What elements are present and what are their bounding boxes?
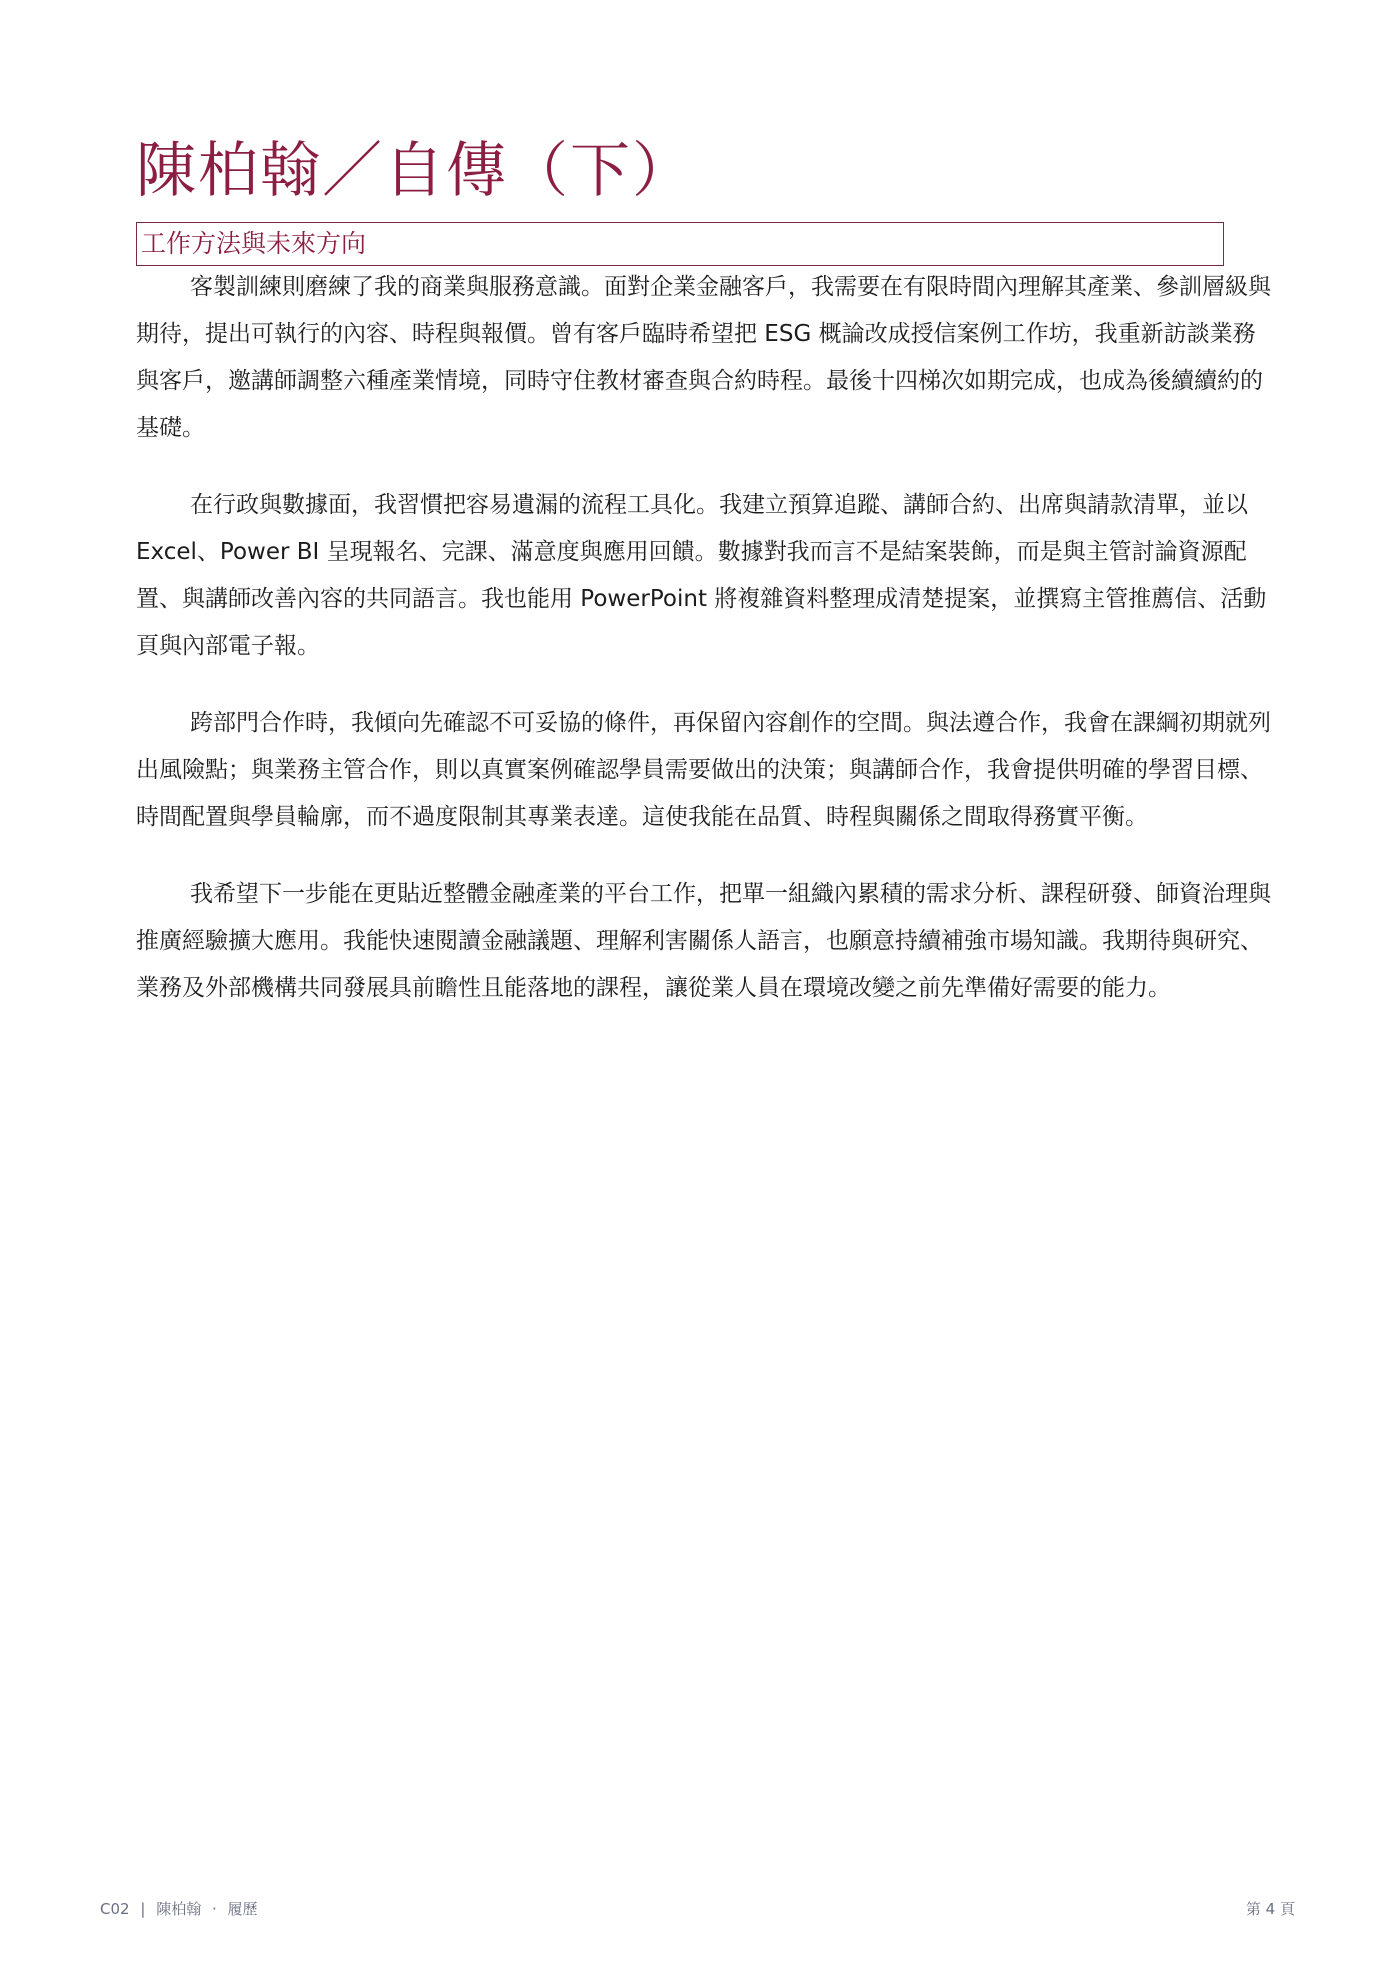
body-text [136,264,1273,1042]
footer-separator: | [140,1900,146,1918]
footer-code: C02 [100,1900,130,1918]
paragraph: 跨部門合作時，我傾向先確認不可妥協的條件，再保留內容創作的空間。與法遵合作，我會在課綱初期就列出風險點；與業務主管合作，則以真實案例確認學員需要做出的決策；與講師合作，我會提供明確的學習目標、時間配置與學員輪廓，而不過度限制其專業表達。這使我能在品質、時程與關係之間取得務實平衡。 [136,710,1271,830]
footer-name: 陳柏翰 [156,1900,202,1918]
footer-doc-type: 履歷 [227,1900,258,1918]
paragraph: 我希望下一步能在更貼近整體金融產業的平台工作，把單一組織內累積的需求分析、課程研發、師資治理與推廣經驗擴大應用。我能快速閱讀金融議題、理解利害關係人語言，也願意持續補強市場知識。我期待與研究、業務及外部機構共同發展具前瞻性且能落地的課程，讓從業人員在環境改變之前先準備好需要的能力。 [136,881,1271,1001]
page-number: 第 4 頁 [1245,1900,1295,1918]
paragraph: 客製訓練則磨練了我的商業與服務意識。面對企業金融客戶，我需要在有限時間內理解其產業、參訓層級與期待，提出可執行的內容、時程與報價。曾有客戶臨時希望把 ESG 概論改成授信案例工作坊，我重新訪談業務與客戶，邀講師調整六種產業情境，同時守住教材審查與合約時程。最後十四梯次如期完成，也成為後續續約的基礎。 [136,274,1271,441]
page-title: 陳柏翰／自傳（下） [136,136,694,206]
footer-dot: · [211,1900,217,1918]
paragraph: 在行政與數據面，我習慣把容易遺漏的流程工具化。我建立預算追蹤、講師合約、出席與請款清單，並以 Excel、Power BI 呈現報名、完課、滿意度與應用回饋。數據對我而言不是結案裝飾，而是與主管討論資源配置、與講師改善內容的共同語言。我也能用 PowerPoint 將複雜資料整理成清楚提案，並撰寫主管推薦信、活動頁與內部電子報。 [136,492,1267,659]
footer-left [100,1898,258,1919]
section-heading: 工作方法與未來方向 [136,222,1224,266]
